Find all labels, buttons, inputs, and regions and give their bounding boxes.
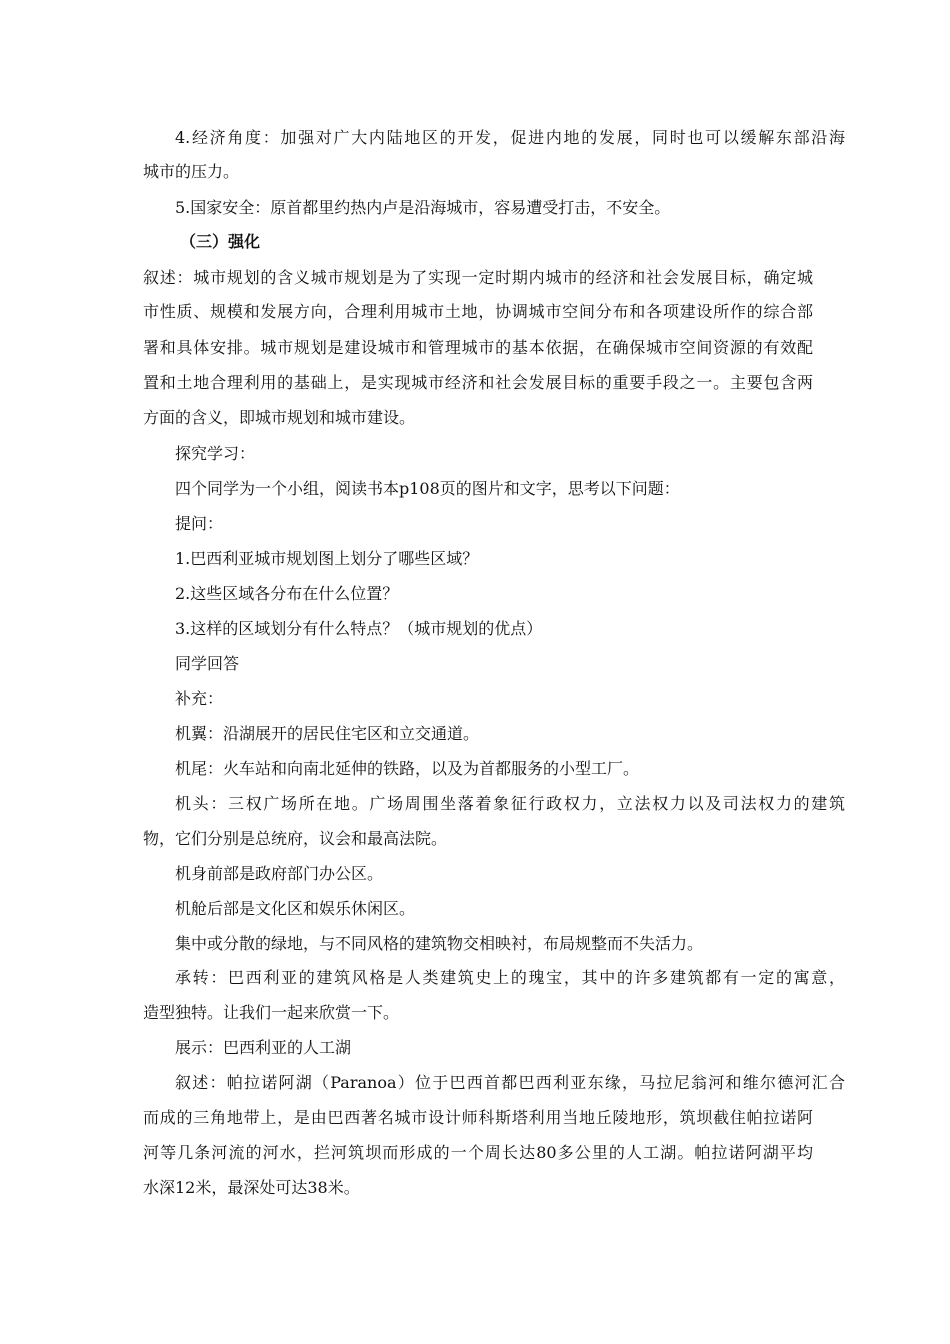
paragraph-line: 机头：三权广场所在地。广场周围坐落着象征行政权力，立法权力以及司法权力的建筑 <box>175 794 845 813</box>
section-heading: （三）强化 <box>180 232 261 251</box>
paragraph-line: 展示：巴西利亚的人工湖 <box>175 1038 352 1057</box>
paragraph-line: 而成的三角地带上，是由巴西著名城市设计师科斯塔利用当地丘陵地形，筑坝截住帕拉诺阿 <box>143 1108 813 1127</box>
list-item: 1.巴西利亚城市规划图上划分了哪些区域？ <box>175 549 479 568</box>
paragraph-line: 提问： <box>175 514 224 533</box>
paragraph-line: 叙述：帕拉诺阿湖（Paranoa）位于巴西首都巴西利亚东缘，马拉尼翁河和维尔德河汇合 <box>175 1073 845 1092</box>
paragraph-line: 置和土地合理利用的基础上，是实现城市经济和社会发展目标的重要手段之一。主要包含两 <box>143 373 813 392</box>
paragraph-line: 水深12米，最深处可达38米。 <box>143 1178 360 1197</box>
paragraph-line: 造型独特。让我们一起来欣赏一下。 <box>143 1003 400 1022</box>
paragraph-line: 补充： <box>175 689 224 708</box>
paragraph-line: 同学回答 <box>175 654 240 673</box>
paragraph-line: 机尾：火车站和向南北延伸的铁路，以及为首都服务的小型工厂。 <box>175 759 640 778</box>
paragraph-line: 集中或分散的绿地，与不同风格的建筑物交相映衬，布局规整而不失活力。 <box>175 934 704 953</box>
paragraph-line: 市性质、规模和发展方向，合理利用城市土地，协调城市空间分布和各项建设所作的综合部 <box>143 302 813 321</box>
paragraph-line: 4.经济角度：加强对广大内陆地区的开发，促进内地的发展，同时也可以缓解东部沿海 <box>175 128 845 147</box>
paragraph-line: 机翼：沿湖展开的居民住宅区和立交通道。 <box>175 724 480 743</box>
paragraph-line: 方面的含义，即城市规划和城市建设。 <box>143 408 416 427</box>
list-item: 2.这些区域各分布在什么位置？ <box>175 584 399 603</box>
paragraph-line: 机身前部是政府部门办公区。 <box>175 864 384 883</box>
paragraph-line: 城市的压力。 <box>143 162 240 181</box>
paragraph-line: 探究学习： <box>175 444 256 463</box>
paragraph-line: 5.国家安全：原首都里约热内卢是沿海城市，容易遭受打击，不安全。 <box>175 198 671 217</box>
paragraph-line: 署和具体安排。城市规划是建设城市和管理城市的基本依据，在确保城市空间资源的有效配 <box>143 338 813 357</box>
paragraph-line: 机舱后部是文化区和娱乐休闲区。 <box>175 899 416 918</box>
paragraph-line: 物，它们分别是总统府，议会和最高法院。 <box>143 829 448 848</box>
paragraph-line: 四个同学为一个小组，阅读书本p108页的图片和文字，思考以下问题： <box>175 479 680 498</box>
paragraph-line: 叙述：城市规划的含义城市规划是为了实现一定时期内城市的经济和社会发展目标，确定城 <box>143 268 813 287</box>
list-item: 3.这样的区域划分有什么特点？（城市规划的优点） <box>175 619 543 638</box>
paragraph-line: 河等几条河流的河水，拦河筑坝而形成的一个周长达80多公里的人工湖。帕拉诺阿湖平均 <box>143 1143 813 1162</box>
paragraph-line: 承转：巴西利亚的建筑风格是人类建筑史上的瑰宝，其中的许多建筑都有一定的寓意， <box>175 968 845 987</box>
